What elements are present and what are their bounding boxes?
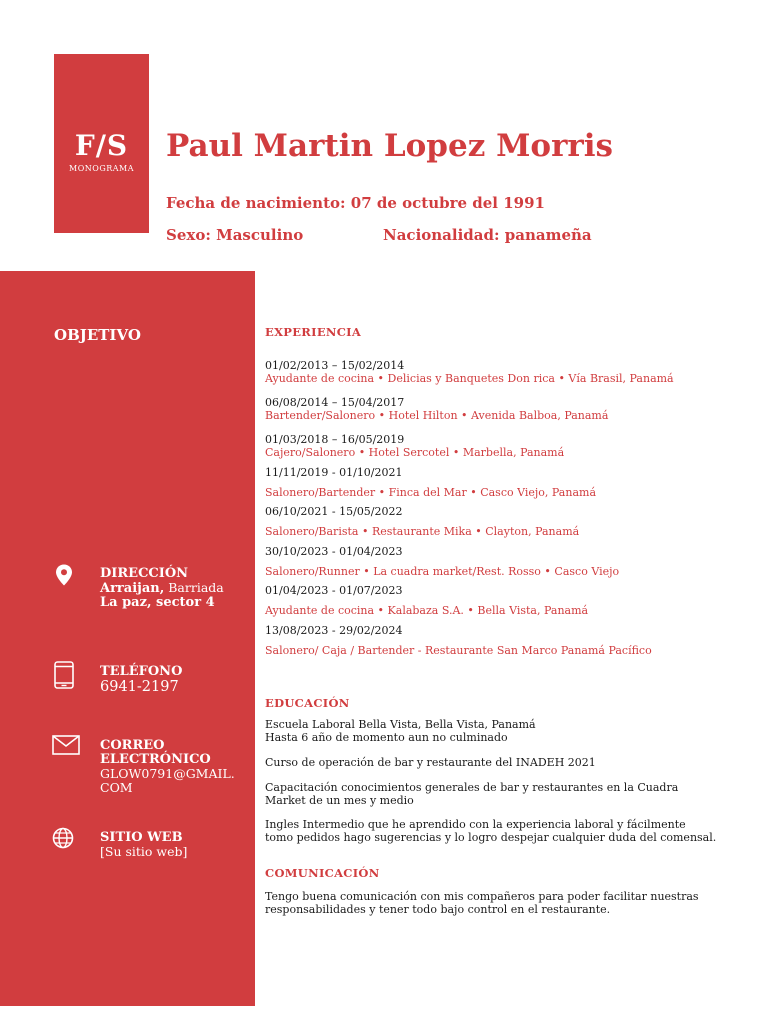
education-school: Escuela Laboral Bella Vista, Bella Vista, Panamá: [265, 718, 536, 731]
phone-icon: [52, 661, 76, 685]
sidebar: [0, 271, 255, 1006]
experience-role: Cajero/Salonero • Hotel Sercotel • Marbella, Panamá: [265, 446, 565, 459]
experience-date: 01/02/2013 – 15/02/2014: [265, 359, 405, 372]
sex-value: Masculino: [216, 226, 304, 244]
nationality-line: [383, 225, 592, 245]
experience-role: Salonero/ Caja / Bartender - Restaurante San Marco Panamá Pacífico: [265, 644, 652, 657]
education-course: Curso de operación de bar y restaurante del INADEH 2021: [265, 756, 596, 769]
education-status: Hasta 6 año de momento aun no culminado: [265, 731, 508, 744]
person-name: Paul Martin Lopez Morris: [166, 128, 613, 164]
address-line2: La paz, sector 4: [100, 595, 215, 610]
education-title: EDUCACIÓN: [265, 696, 350, 710]
phone-text: [100, 665, 240, 696]
nationality-label: Nacionalidad:: [383, 226, 500, 244]
website-value[interactable]: [Su sitio web]: [100, 844, 188, 859]
envelope-icon: [52, 735, 80, 759]
experience-date: 13/08/2023 - 29/02/2024: [265, 624, 403, 637]
monogram-initials: F/S: [74, 129, 129, 162]
objective-title: OBJETIVO: [54, 326, 141, 344]
address-line1-bold: Arraijan,: [100, 581, 165, 596]
experience-date: 11/11/2019 - 01/10/2021: [265, 466, 403, 479]
phone-title: TELÉFONO: [100, 664, 183, 679]
experience-role: Salonero/Runner • La cuadra market/Rest. Rosso • Casco Viejo: [265, 565, 620, 578]
experience-title: EXPERIENCIA: [265, 325, 362, 339]
communication-title: COMUNICACIÓN: [265, 866, 380, 880]
experience-role: Ayudante de cocina • Delicias y Banquetes Don rica • Vía Brasil, Panamá: [265, 372, 674, 385]
education-entry-1: [265, 718, 717, 744]
birth-date-line: [166, 193, 545, 213]
monogram-label: MONOGRAMA: [69, 164, 134, 173]
phone-value: 6941-2197: [100, 679, 179, 695]
website-title: SITIO WEB: [100, 830, 183, 845]
education-training: Capacitación conocimientos generales de bar y restaurantes en la Cuadra Market de un mes y medio: [265, 781, 679, 807]
birth-date-label: Fecha de nacimiento:: [166, 194, 346, 212]
experience-date: 01/03/2018 – 16/05/2019: [265, 433, 405, 446]
experience-date: 01/04/2023 - 01/07/2023: [265, 584, 403, 597]
address-text: [100, 567, 240, 610]
monogram-block: [54, 54, 149, 233]
communication-text: Tengo buena comunicación con mis compañeros para poder facilitar nuestras responsabilidades y tener todo bajo control en el restaurante.: [265, 890, 699, 916]
sex-label: Sexo:: [166, 226, 211, 244]
education-english: Ingles Intermedio que he aprendido con la experiencia laboral y fácilmente tomo pedidos hago sugerencias y lo logro despejar cualquier duda del comensal.: [265, 818, 717, 844]
sex-line: [166, 225, 303, 245]
experience-role: Ayudante de cocina • Kalabaza S.A. • Bella Vista, Panamá: [265, 604, 589, 617]
birth-date-value: 07 de octubre del 1991: [350, 194, 545, 212]
email-title-line2: ELECTRÓNICO: [100, 752, 211, 767]
globe-icon: [52, 827, 76, 851]
experience-date: 06/08/2014 – 15/04/2017: [265, 396, 405, 409]
address-title: DIRECCIÓN: [100, 566, 189, 581]
location-pin-icon: [52, 563, 76, 587]
email-text: [100, 739, 240, 795]
address-line1-rest: Barriada: [164, 580, 224, 595]
email-title-line1: CORREO: [100, 738, 165, 753]
email-line2[interactable]: COM: [100, 780, 133, 795]
experience-role: Salonero/Bartender • Finca del Mar • Casco Viejo, Panamá: [265, 486, 596, 499]
website-text: [100, 831, 240, 859]
email-line1[interactable]: GLOW0791@GMAIL.: [100, 766, 235, 781]
experience-date: 06/10/2021 - 15/05/2022: [265, 505, 403, 518]
nationality-value: panameña: [504, 226, 592, 244]
experience-date: 30/10/2023 - 01/04/2023: [265, 545, 403, 558]
experience-role: Bartender/Salonero • Hotel Hilton • Avenida Balboa, Panamá: [265, 409, 609, 422]
experience-role: Salonero/Barista • Restaurante Mika • Clayton, Panamá: [265, 525, 580, 538]
